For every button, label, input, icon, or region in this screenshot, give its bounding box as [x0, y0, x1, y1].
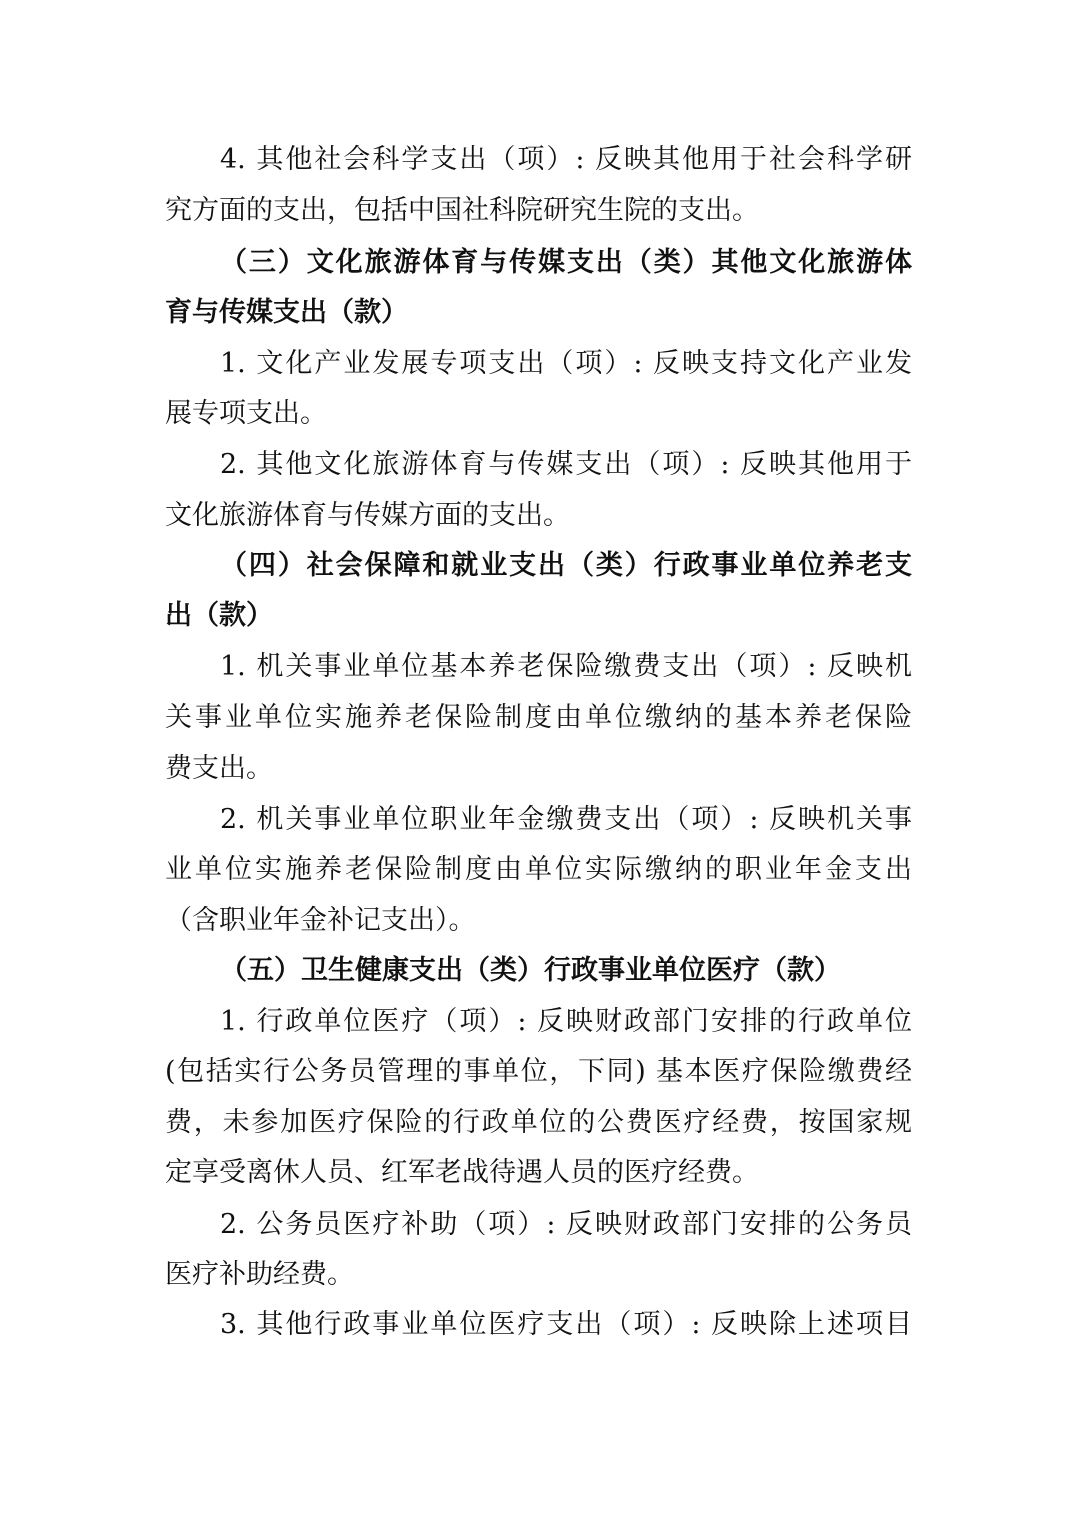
- body-text-line: 费支出。: [165, 753, 273, 784]
- section-heading-line: （四）社会保障和就业支出（类）行政事业单位养老支: [220, 550, 912, 581]
- body-text-line: （含职业年金补记支出）。: [165, 905, 476, 936]
- body-text-line: 费，未参加医疗保险的行政单位的公费医疗经费，按国家规: [165, 1107, 912, 1138]
- body-text-line: 2. 机关事业单位职业年金缴费支出（项）: 反映机关事: [220, 804, 912, 835]
- body-text-line: 文化旅游体育与传媒方面的支出。: [165, 500, 570, 531]
- body-text-line: 1. 行政单位医疗（项）: 反映财政部门安排的行政单位: [220, 1006, 912, 1037]
- body-text-line: 医疗补助经费。: [165, 1259, 354, 1290]
- body-text-line: 究方面的支出，包括中国社科院研究生院的支出。: [165, 195, 759, 226]
- body-text-line: 关事业单位实施养老保险制度由单位缴纳的基本养老保险: [165, 702, 912, 733]
- body-text-line: 2. 公务员医疗补助（项）: 反映财政部门安排的公务员: [220, 1209, 912, 1240]
- body-text-line: 3. 其他行政事业单位医疗支出（项）: 反映除上述项目: [220, 1309, 912, 1340]
- body-text-line: 4. 其他社会科学支出（项）: 反映其他用于社会科学研: [220, 144, 912, 175]
- section-heading-line: （五）卫生健康支出（类）行政事业单位医疗（款）: [220, 955, 841, 986]
- section-heading-line: 育与传媒支出（款）: [165, 297, 408, 328]
- body-text-line: (包括实行公务员管理的事单位，下同) 基本医疗保险缴费经: [165, 1056, 912, 1087]
- body-text-line: 2. 其他文化旅游体育与传媒支出（项）: 反映其他用于: [220, 449, 912, 480]
- body-text-line: 1. 机关事业单位基本养老保险缴费支出（项）: 反映机: [220, 651, 912, 682]
- body-text-line: 业单位实施养老保险制度由单位实际缴纳的职业年金支出: [165, 854, 912, 885]
- body-text-line: 展专项支出。: [165, 398, 327, 429]
- body-text-line: 定享受离休人员、红军老战待遇人员的医疗经费。: [165, 1157, 759, 1188]
- section-heading-line: 出（款）: [165, 600, 273, 631]
- body-text-line: 1. 文化产业发展专项支出（项）: 反映支持文化产业发: [220, 348, 912, 379]
- section-heading-line: （三）文化旅游体育与传媒支出（类）其他文化旅游体: [220, 247, 912, 278]
